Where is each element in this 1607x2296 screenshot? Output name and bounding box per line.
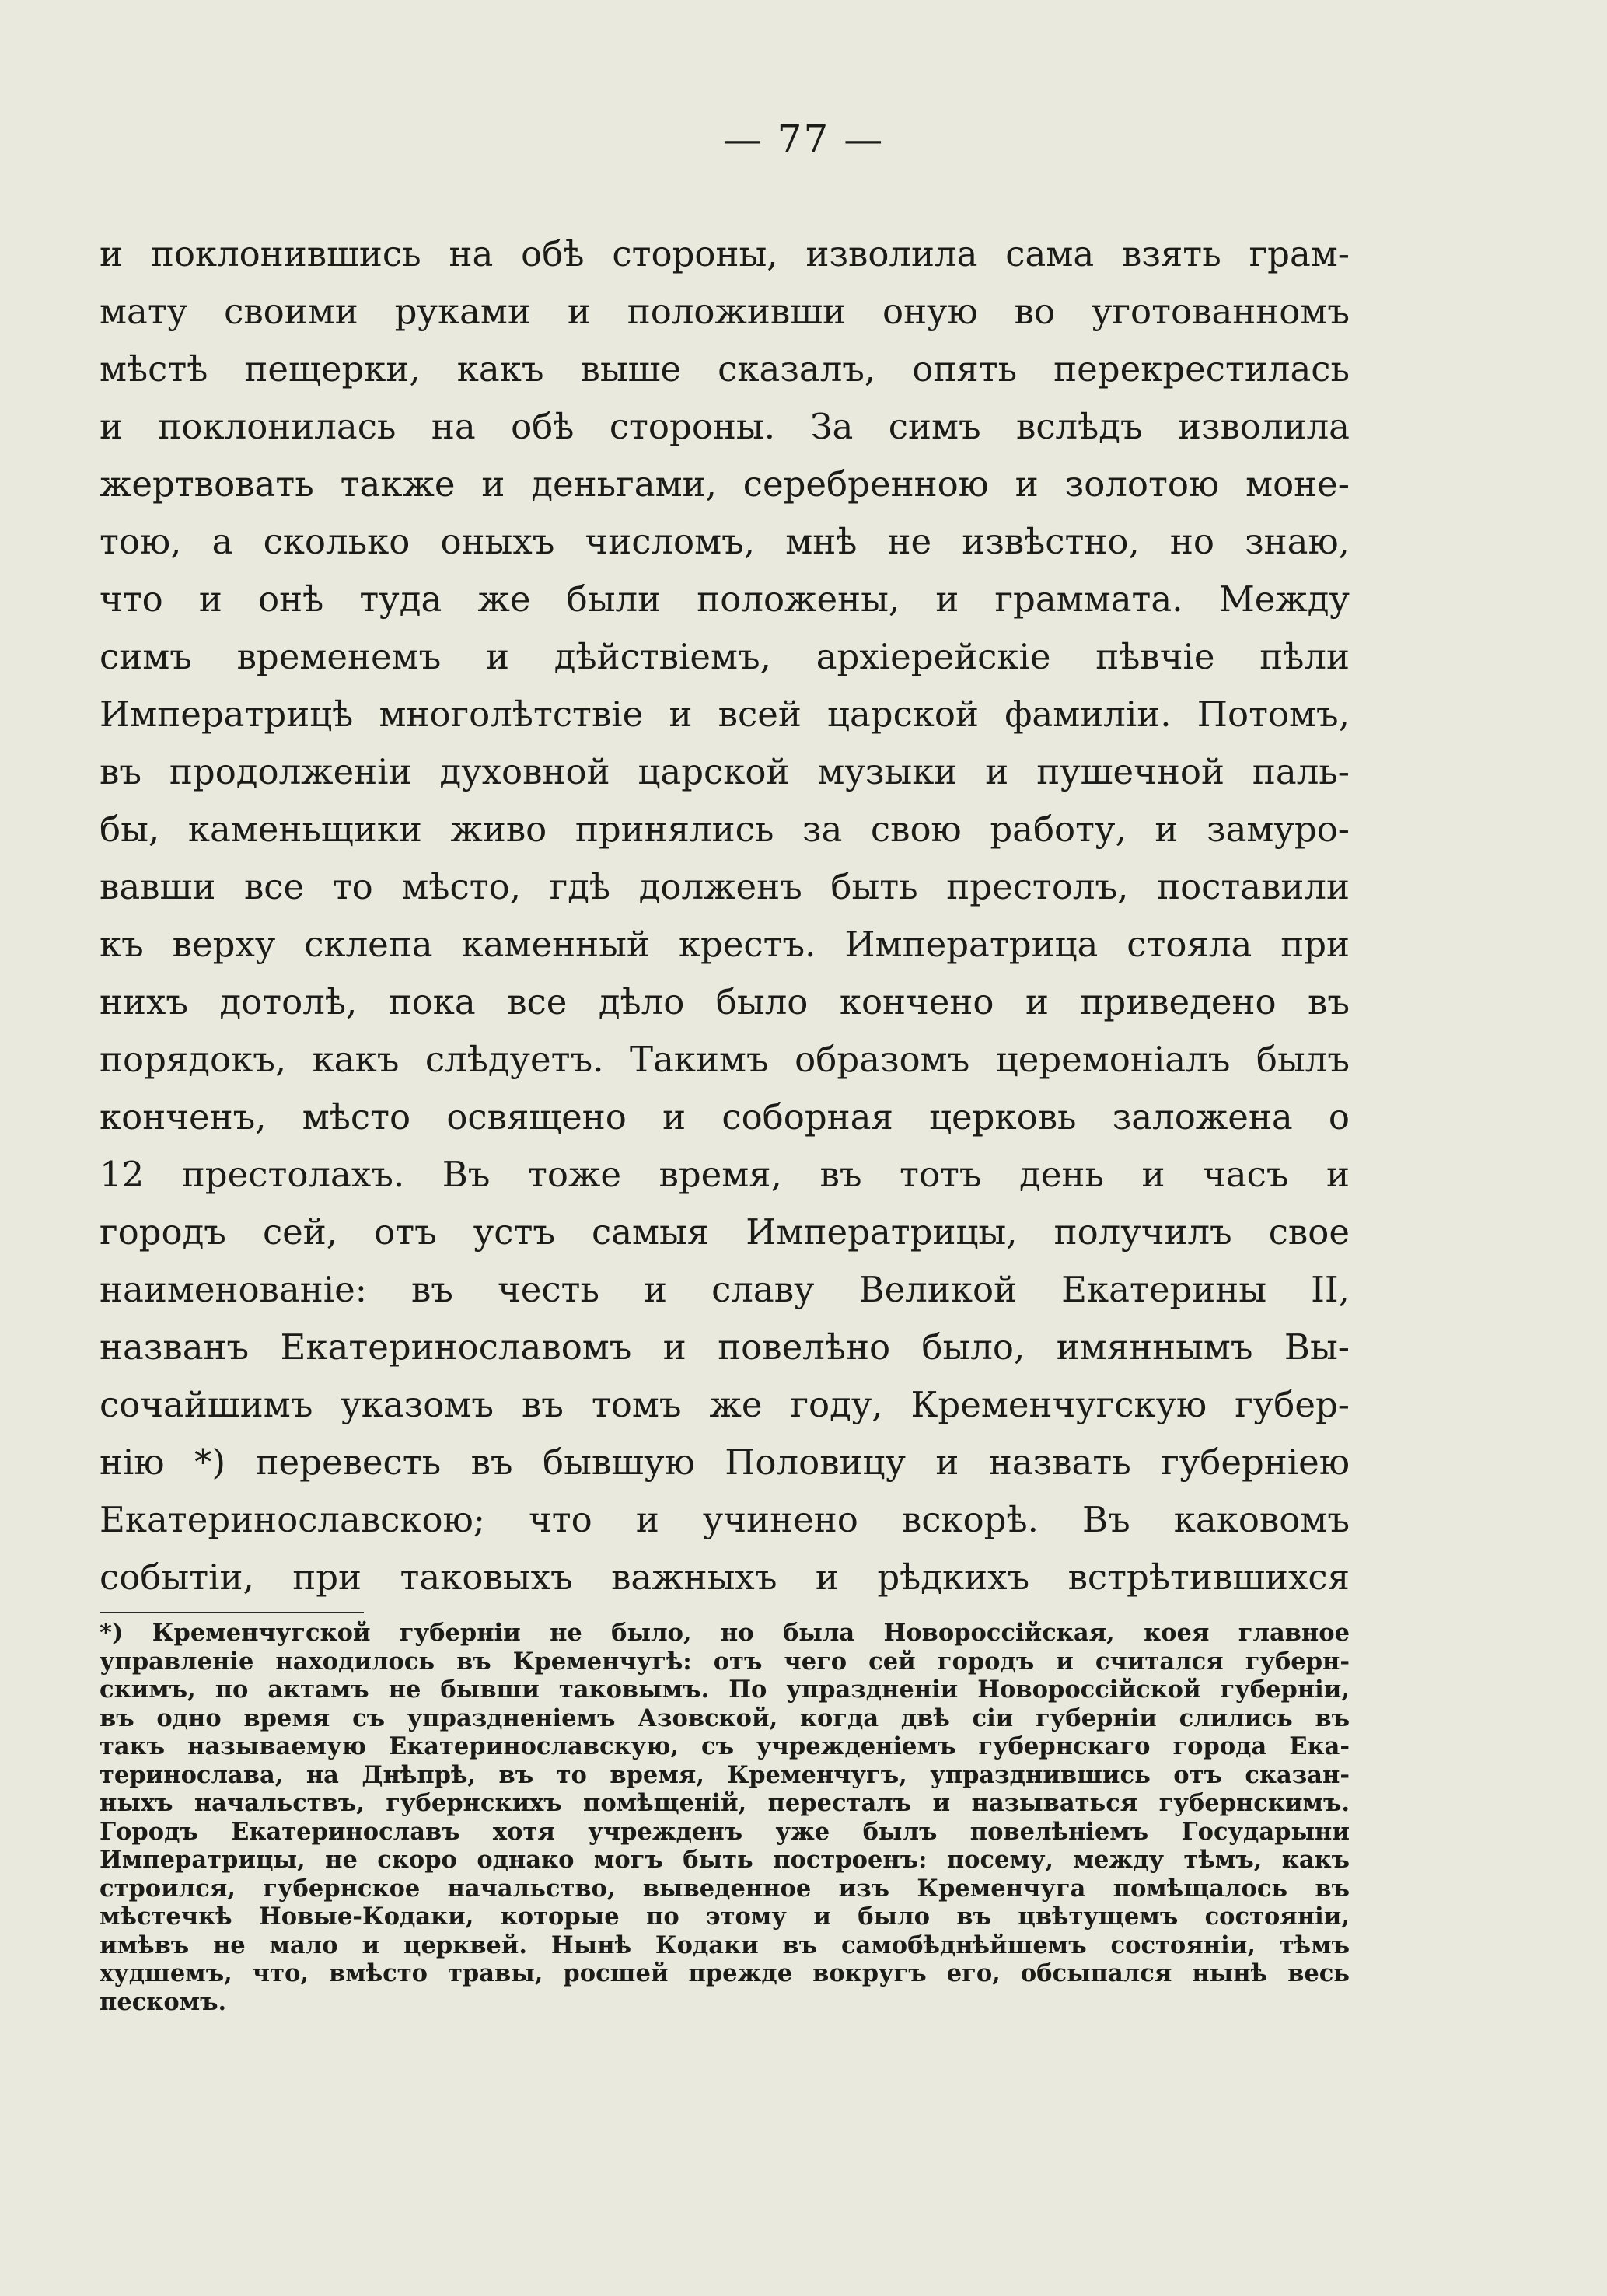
footnote-line: Императрицы, не скоро однако могъ быть построенъ: посему, между тѣмъ, какъ xyxy=(100,1846,1350,1874)
footnote-line: ныхъ начальствъ, губернскихъ помѣщеній, пересталъ и называться губернскимъ. xyxy=(100,1789,1350,1817)
body-text xyxy=(100,225,1350,1606)
body-line: событіи, при таковыхъ важныхъ и рѣдкихъ встрѣтившихся xyxy=(100,1557,1350,1598)
footnote-line: пескомъ. xyxy=(100,1987,227,2016)
footnote-line: худшемъ, что, вмѣсто травы, росшей прежде вокругъ его, обсыпался нынѣ весь xyxy=(100,1959,1350,1987)
body-line: сочайшимъ указомъ въ томъ же году, Кременчугскую губер- xyxy=(100,1384,1350,1425)
body-line: Екатеринославскою; что и учинено вскорѣ. Въ каковомъ xyxy=(100,1499,1350,1540)
body-line: симъ временемъ и дѣйствіемъ, архіерейскіе пѣвчіе пѣли xyxy=(100,636,1350,677)
footnote-line: такъ называемую Екатеринославскую, съ учрежденіемъ губернскаго города Ека- xyxy=(100,1732,1350,1760)
body-line: конченъ, мѣсто освящено и соборная церковь заложена о xyxy=(100,1096,1350,1138)
body-line: порядокъ, какъ слѣдуетъ. Такимъ образомъ церемоніалъ былъ xyxy=(100,1039,1350,1080)
footnote xyxy=(100,1619,1350,2016)
body-line: вавши все то мѣсто, гдѣ долженъ быть престолъ, поставили xyxy=(100,866,1350,907)
body-line: 12 престолахъ. Въ тоже время, въ тотъ день и часъ и xyxy=(100,1154,1350,1195)
body-line: нихъ дотолѣ, пока все дѣло было кончено и приведено въ xyxy=(100,981,1350,1022)
footnote-line: скимъ, по актамъ не бывши таковымъ. По упраздненіи Новороссійской губерніи, xyxy=(100,1676,1350,1704)
footnote-line: въ одно время съ упраздненіемъ Азовской, когда двѣ сіи губерніи слились въ xyxy=(100,1704,1350,1732)
body-line: нію *) перевесть въ бывшую Половицу и назвать губерніею xyxy=(100,1442,1350,1483)
footnote-line: *) Кременчугской губерніи не было, но была Новороссійская, коея главное xyxy=(100,1619,1350,1647)
body-line: бы, каменьщики живо принялись за свою работу, и замуро- xyxy=(100,809,1350,850)
body-line: названъ Екатеринославомъ и повелѣно было, имяннымъ Вы- xyxy=(100,1326,1350,1368)
body-line: и поклонившись на обѣ стороны, изволила сама взять грам- xyxy=(100,233,1350,274)
body-line: что и онѣ туда же были положены, и граммата. Между xyxy=(100,578,1350,620)
footnote-line: строился, губернское начальство, выведенное изъ Кременчуга помѣщалось въ xyxy=(100,1874,1350,1903)
body-line: наименованіе: въ честь и славу Великой Екатерины II, xyxy=(100,1269,1350,1310)
body-line: жертвовать также и деньгами, серебренною и золотою моне- xyxy=(100,463,1350,505)
footnote-line: имѣвъ не мало и церквей. Нынѣ Кодаки въ самобѣднѣйшемъ состояніи, тѣмъ xyxy=(100,1931,1350,1959)
footnote-line: управленіе находилось въ Кременчугѣ: отъ чего сей городъ и считался губерн- xyxy=(100,1647,1350,1676)
body-line: Императрицѣ многолѣтствіе и всей царской фамиліи. Потомъ, xyxy=(100,694,1350,735)
body-line: мату своими руками и положивши оную во уготованномъ xyxy=(100,291,1350,332)
footnote-divider xyxy=(100,1612,364,1613)
page-number: — 77 — xyxy=(722,117,885,162)
body-line: городъ сей, отъ устъ самыя Императрицы, получилъ свое xyxy=(100,1211,1350,1253)
footnote-line: Городъ Екатеринославъ хотя учрежденъ уже былъ повелѣніемъ Государыни xyxy=(100,1817,1350,1846)
footnote-line: теринослава, на Днѣпрѣ, въ то время, Кременчугъ, упразднившись отъ сказан- xyxy=(100,1760,1350,1789)
footnote-line: мѣстечкѣ Новые-Кодаки, которые по этому и было въ цвѣтущемъ состояніи, xyxy=(100,1903,1350,1931)
body-line: къ верху склепа каменный крестъ. Императрица стояла при xyxy=(100,924,1350,965)
body-line: мѣстѣ пещерки, какъ выше сказалъ, опять перекрестилась xyxy=(100,348,1350,390)
body-line: тою, а сколько оныхъ числомъ, мнѣ не извѣстно, но знаю, xyxy=(100,521,1350,562)
body-line: въ продолженіи духовной царской музыки и пушечной паль- xyxy=(100,751,1350,792)
body-line: и поклонилась на обѣ стороны. За симъ вслѣдъ изволила xyxy=(100,406,1350,447)
